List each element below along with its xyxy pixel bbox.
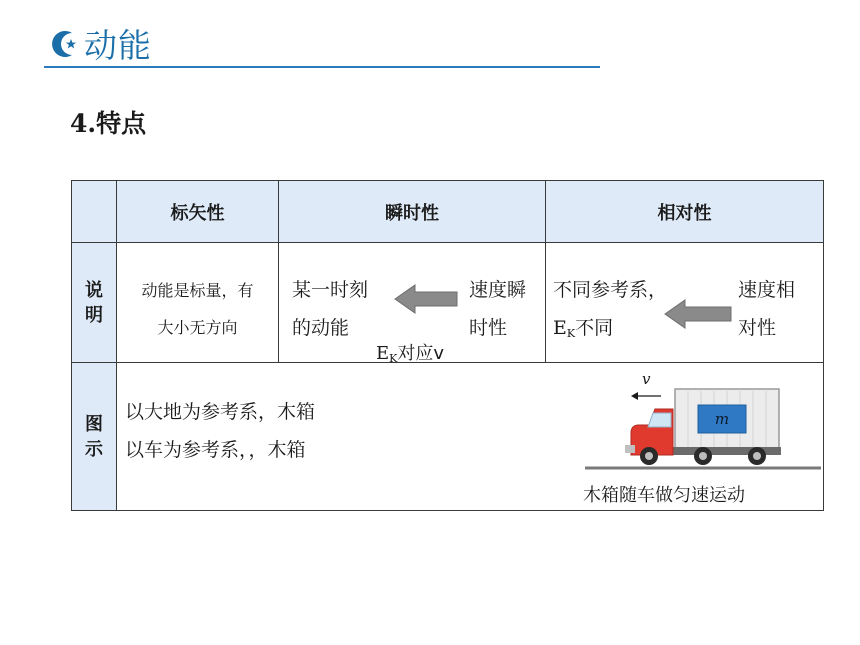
- row-label-description: [72, 243, 117, 363]
- figure-line1: 以大地为参考系，木箱: [125, 401, 316, 423]
- column-header-scalar: 标矢性: [117, 181, 279, 243]
- figure-row: [72, 363, 824, 511]
- corner-cell: [72, 181, 117, 243]
- ek-subscript: K: [389, 352, 398, 365]
- instant-right-line2: 时性: [469, 317, 508, 339]
- row-label-char: 图: [85, 413, 103, 435]
- row-label-char: 明: [85, 304, 103, 326]
- relative-left-line2: [553, 313, 613, 340]
- figure-caption: 木箱随车做匀速运动: [583, 485, 745, 506]
- crescent-star-logo-icon: [46, 26, 82, 62]
- instant-left-line2: 的动能: [292, 317, 350, 339]
- velocity-label: v: [642, 370, 651, 388]
- truck-illustration: [585, 367, 821, 471]
- instant-note: [376, 339, 444, 365]
- page-title: 动能: [84, 26, 152, 65]
- relative-right-line1: 速度相: [738, 279, 796, 301]
- row-label-char: 说: [85, 279, 103, 301]
- figure-cell: [117, 363, 824, 511]
- instant-left-line1: 某一时刻: [292, 279, 369, 301]
- instant-right-line1: 速度瞬: [469, 279, 527, 301]
- row-label-figure: [72, 363, 117, 511]
- column-header-instantaneous: 瞬时性: [279, 181, 546, 243]
- relative-left-line2-text: 不同: [575, 317, 614, 339]
- left-arrow-icon: [663, 298, 733, 330]
- relative-desc-cell: [546, 243, 824, 363]
- characteristics-table: [71, 180, 824, 511]
- relative-right-line2: 对性: [738, 317, 777, 339]
- ek-symbol: E: [376, 343, 390, 364]
- left-arrow-icon: [393, 283, 459, 315]
- instant-note-text: 对应v: [397, 343, 445, 364]
- velocity-arrow-icon: [631, 392, 661, 400]
- scalar-desc-line1: 动能是标量，有: [141, 281, 254, 300]
- title-underline: [44, 66, 600, 68]
- figure-line2: 以车为参考系，，木箱: [125, 439, 306, 461]
- truck-wheel: [640, 447, 658, 465]
- instant-desc-cell: [279, 243, 546, 363]
- relative-left-line1: 不同参考系，: [553, 279, 668, 301]
- truck-wheel: [694, 447, 712, 465]
- header-row: [72, 181, 824, 243]
- row-label-char: 示: [85, 438, 103, 460]
- ek-subscript: K: [566, 327, 576, 340]
- scalar-desc-line2: 大小无方向: [157, 318, 238, 337]
- truck-wheel: [748, 447, 766, 465]
- box-mass-label: m: [714, 410, 730, 428]
- ek-symbol: E: [553, 317, 567, 339]
- description-row: [72, 243, 824, 363]
- column-header-relative: 相对性: [546, 181, 824, 243]
- section-heading: 4.特点: [70, 109, 147, 138]
- scalar-desc-cell: [117, 243, 279, 363]
